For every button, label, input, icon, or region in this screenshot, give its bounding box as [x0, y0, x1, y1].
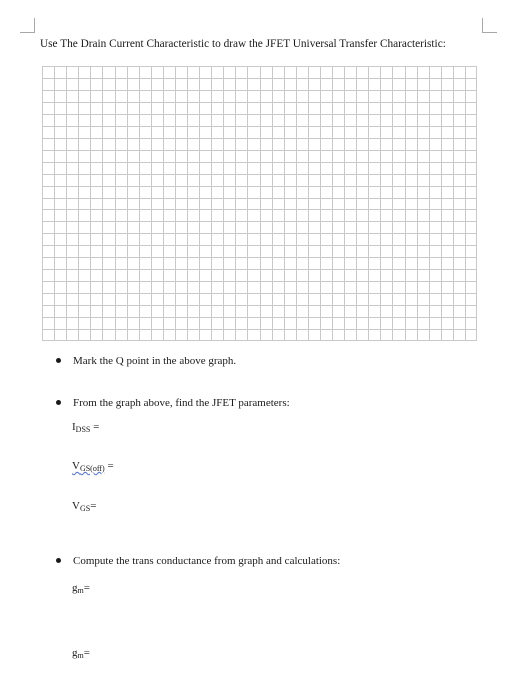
param-subscript: DSS	[75, 425, 91, 434]
param-subscript: GS(off)	[79, 464, 105, 473]
param-equals: =	[104, 460, 114, 472]
bullet-mark-q-point	[56, 355, 236, 367]
spellcheck-underline	[72, 460, 105, 472]
bullet-text: Mark the Q point in the above graph.	[73, 355, 237, 367]
param-equals: =	[90, 500, 97, 512]
param-symbol: V	[72, 460, 80, 472]
grid-svg	[42, 66, 477, 341]
bullet-dot-icon	[56, 400, 61, 405]
param-gm-calc	[72, 647, 90, 659]
param-vgs-off	[72, 460, 114, 472]
param-idss	[72, 421, 99, 433]
param-subscript: m	[77, 586, 84, 595]
param-subscript: m	[77, 651, 84, 660]
param-symbol: I	[72, 421, 76, 433]
page-heading: Use The Drain Current Characteristic to draw the JFET Universal Transfer Characteristic:	[40, 38, 446, 50]
param-equals: =	[83, 582, 90, 594]
bullet-find-parameters	[56, 397, 290, 409]
param-symbol: V	[72, 500, 80, 512]
bullet-dot-icon	[56, 558, 61, 563]
bullet-transconductance	[56, 555, 340, 567]
param-equals: =	[83, 647, 90, 659]
param-vgs	[72, 500, 96, 512]
param-subscript: GS	[79, 504, 91, 513]
crop-mark-top-left	[20, 18, 35, 33]
param-equals: =	[90, 421, 100, 433]
crop-mark-top-right	[482, 18, 497, 33]
param-symbol: g	[72, 582, 78, 594]
graph-grid	[42, 66, 477, 341]
param-symbol: g	[72, 647, 78, 659]
param-gm-graph	[72, 582, 90, 594]
bullet-text: From the graph above, find the JFET parameters:	[73, 397, 290, 409]
bullet-dot-icon	[56, 358, 61, 363]
bullet-text: Compute the trans conductance from graph and calculations:	[73, 555, 341, 567]
